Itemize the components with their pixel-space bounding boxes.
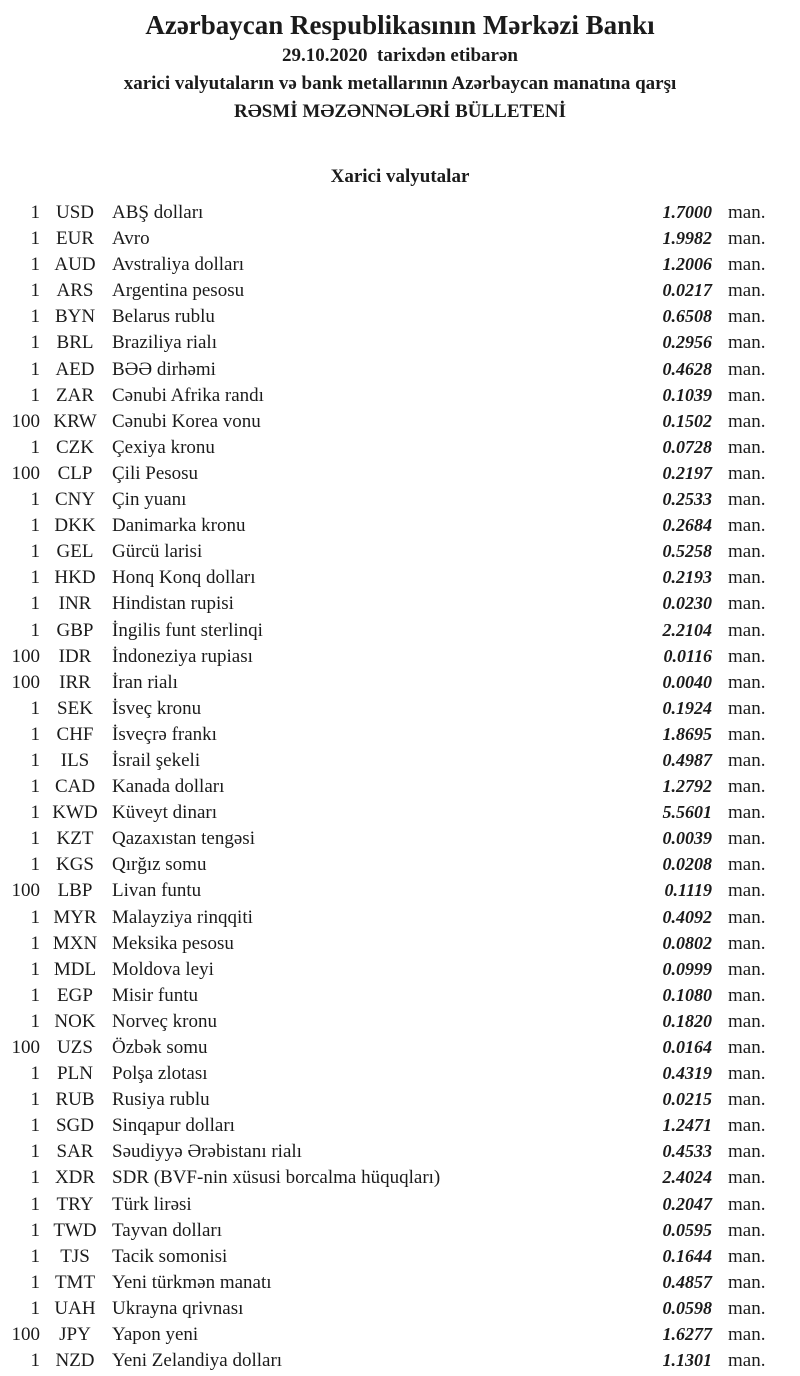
unit-label: man. bbox=[728, 1350, 766, 1372]
currency-code: KGS bbox=[55, 854, 94, 876]
quantity: 1 bbox=[30, 749, 40, 771]
currency-code: BRL bbox=[56, 332, 94, 354]
currency-name: Polşa zlotası bbox=[112, 1063, 208, 1085]
quantity: 1 bbox=[30, 828, 40, 850]
currency-name: Cənubi Korea vonu bbox=[112, 410, 261, 432]
quantity: 1 bbox=[30, 384, 40, 406]
exchange-rate: 1.2471 bbox=[662, 1115, 712, 1136]
currency-row bbox=[0, 1243, 800, 1269]
unit-label: man. bbox=[728, 776, 766, 798]
currency-name: İsrail şekeli bbox=[112, 749, 201, 771]
unit-label: man. bbox=[728, 1037, 766, 1058]
currency-code: NZD bbox=[55, 1350, 95, 1372]
quantity: 1 bbox=[30, 202, 40, 223]
quantity: 1 bbox=[30, 1115, 40, 1137]
exchange-rate: 0.0595 bbox=[662, 1219, 712, 1240]
currency-code: ZAR bbox=[56, 384, 94, 406]
unit-label: man. bbox=[728, 645, 766, 667]
currency-name: Norveç kronu bbox=[112, 1010, 217, 1032]
currency-code: SAR bbox=[56, 1141, 94, 1163]
subtitle-line: xarici valyutaların və bank metallarının Azərbaycan manatına qarşı bbox=[123, 73, 677, 94]
effective-date-line: 29.10.2020 tarixdən etibarən bbox=[282, 45, 518, 66]
currency-row bbox=[0, 199, 800, 225]
quantity: 1 bbox=[30, 1167, 40, 1189]
currency-row bbox=[0, 408, 800, 434]
currency-code: TMT bbox=[54, 1271, 96, 1293]
currency-code: IDR bbox=[58, 645, 92, 667]
currency-row bbox=[0, 904, 800, 930]
unit-label: man. bbox=[728, 749, 766, 771]
unit-label: man. bbox=[728, 593, 766, 615]
currency-name: Türk lirəsi bbox=[112, 1193, 192, 1215]
unit-label: man. bbox=[728, 723, 766, 745]
currency-name: Tayvan dolları bbox=[112, 1219, 222, 1241]
exchange-rate: 0.0217 bbox=[662, 280, 712, 301]
currency-row bbox=[0, 1191, 800, 1217]
quantity: 1 bbox=[30, 1297, 40, 1319]
currency-name: Malayziya rinqqiti bbox=[112, 906, 253, 928]
unit-label: man. bbox=[728, 958, 766, 980]
unit-label: man. bbox=[728, 1245, 766, 1267]
unit-label: man. bbox=[728, 697, 766, 719]
unit-label: man. bbox=[728, 489, 766, 511]
quantity: 1 bbox=[30, 958, 40, 980]
currency-code: GBP bbox=[56, 619, 94, 641]
unit-label: man. bbox=[728, 1010, 766, 1032]
currency-row bbox=[0, 799, 800, 825]
unit-label: man. bbox=[728, 854, 766, 876]
quantity: 1 bbox=[30, 567, 40, 589]
quantity: 1 bbox=[30, 802, 40, 824]
currency-code: CAD bbox=[54, 776, 96, 798]
currency-code: JPY bbox=[59, 1324, 91, 1346]
currency-row bbox=[0, 1086, 800, 1112]
currency-row bbox=[0, 564, 800, 590]
exchange-rate: 0.0215 bbox=[662, 1089, 712, 1110]
quantity: 1 bbox=[30, 906, 40, 928]
currency-row bbox=[0, 695, 800, 721]
unit-label: man. bbox=[728, 358, 766, 380]
currency-row bbox=[0, 643, 800, 669]
quantity: 1 bbox=[30, 1193, 40, 1215]
currency-code: AED bbox=[55, 358, 95, 380]
exchange-rate: 0.1119 bbox=[664, 880, 712, 901]
exchange-rate: 0.2956 bbox=[662, 332, 712, 353]
exchange-rate: 0.0999 bbox=[662, 958, 712, 979]
currency-code: UZS bbox=[57, 1037, 93, 1058]
currency-name: İndoneziya rupiası bbox=[112, 645, 253, 667]
exchange-rate: 0.0116 bbox=[663, 645, 712, 666]
quantity: 1 bbox=[30, 280, 40, 302]
exchange-rate: 1.2792 bbox=[662, 776, 712, 797]
currency-row bbox=[0, 956, 800, 982]
exchange-rate: 0.4319 bbox=[662, 1063, 712, 1084]
currency-name: Sinqapur dolları bbox=[112, 1115, 235, 1137]
currency-name: Yapon yeni bbox=[112, 1324, 199, 1346]
quantity: 1 bbox=[30, 854, 40, 876]
currency-name: Qazaxıstan tengəsi bbox=[112, 828, 255, 850]
exchange-rate: 0.0728 bbox=[662, 436, 712, 457]
exchange-rate: 0.1080 bbox=[662, 984, 712, 1005]
quantity: 100 bbox=[11, 1324, 40, 1346]
currency-name: Moldova leyi bbox=[112, 958, 214, 980]
currency-row bbox=[0, 1034, 800, 1060]
quantity: 1 bbox=[30, 1063, 40, 1085]
currency-name: Argentina pesosu bbox=[112, 280, 245, 302]
unit-label: man. bbox=[728, 1193, 766, 1215]
currency-row bbox=[0, 930, 800, 956]
exchange-rate: 2.2104 bbox=[662, 619, 712, 640]
unit-label: man. bbox=[728, 228, 766, 250]
unit-label: man. bbox=[728, 515, 766, 537]
quantity: 100 bbox=[11, 880, 40, 902]
currency-row bbox=[0, 512, 800, 538]
currency-row bbox=[0, 747, 800, 773]
unit-label: man. bbox=[728, 462, 766, 484]
currency-name: Özbək somu bbox=[112, 1037, 208, 1058]
exchange-rate: 0.0230 bbox=[662, 593, 712, 614]
unit-label: man. bbox=[728, 932, 766, 954]
unit-label: man. bbox=[728, 906, 766, 928]
quantity: 1 bbox=[30, 984, 40, 1006]
unit-label: man. bbox=[728, 1115, 766, 1137]
quantity: 1 bbox=[30, 1271, 40, 1293]
currency-row bbox=[0, 329, 800, 355]
currency-code: USD bbox=[55, 202, 94, 223]
currency-code: MYR bbox=[53, 906, 97, 928]
currency-name: Danimarka kronu bbox=[112, 515, 246, 537]
exchange-rate: 0.0040 bbox=[662, 671, 712, 692]
currency-code: MDL bbox=[53, 958, 97, 980]
quantity: 1 bbox=[30, 619, 40, 641]
exchange-rate: 0.4628 bbox=[662, 358, 712, 379]
exchange-rate: 0.1644 bbox=[662, 1245, 712, 1266]
currency-code: ARS bbox=[56, 280, 94, 302]
unit-label: man. bbox=[728, 1219, 766, 1241]
exchange-rate: 0.2047 bbox=[662, 1193, 712, 1214]
exchange-rate: 0.4092 bbox=[662, 906, 712, 927]
quantity: 1 bbox=[30, 1089, 40, 1111]
currency-name: İsveçrə frankı bbox=[112, 723, 217, 745]
unit-label: man. bbox=[728, 541, 766, 563]
currency-name: BƏƏ dirhəmi bbox=[112, 358, 216, 380]
exchange-rate: 0.0802 bbox=[662, 932, 712, 953]
unit-label: man. bbox=[728, 410, 766, 432]
currency-code: BYN bbox=[54, 306, 96, 328]
currency-row bbox=[0, 721, 800, 747]
currency-name: Hindistan rupisi bbox=[112, 593, 234, 615]
currency-name: Gürcü larisi bbox=[112, 541, 203, 563]
currency-code: XDR bbox=[54, 1167, 96, 1189]
quantity: 1 bbox=[30, 723, 40, 745]
currency-code: SEK bbox=[57, 697, 93, 719]
unit-label: man. bbox=[728, 828, 766, 850]
quantity: 1 bbox=[30, 1245, 40, 1267]
currency-name: Livan funtu bbox=[112, 880, 202, 902]
currency-code: TJS bbox=[60, 1245, 90, 1267]
currency-name: Yeni Zelandiya dolları bbox=[112, 1350, 283, 1372]
unit-label: man. bbox=[728, 1297, 766, 1319]
unit-label: man. bbox=[728, 1324, 766, 1346]
currency-name: Küveyt dinarı bbox=[112, 802, 218, 824]
currency-row bbox=[0, 1164, 800, 1190]
currency-name: Cənubi Afrika randı bbox=[112, 384, 264, 406]
currency-code: CNY bbox=[54, 489, 96, 511]
quantity: 1 bbox=[30, 1350, 40, 1372]
currency-row bbox=[0, 773, 800, 799]
currency-name: İngilis funt sterlinqi bbox=[112, 619, 263, 641]
currency-code: HKD bbox=[54, 567, 96, 589]
currency-row bbox=[0, 460, 800, 486]
unit-label: man. bbox=[728, 306, 766, 328]
unit-label: man. bbox=[728, 1063, 766, 1085]
exchange-rate: 0.4987 bbox=[662, 749, 712, 770]
currency-name: SDR (BVF-nin xüsusi borcalma hüquqları) bbox=[112, 1167, 441, 1189]
currency-row bbox=[0, 277, 800, 303]
exchange-rate: 0.4857 bbox=[662, 1271, 712, 1292]
currency-code: EGP bbox=[57, 984, 93, 1006]
quantity: 1 bbox=[30, 515, 40, 537]
currency-code: IRR bbox=[59, 671, 91, 693]
exchange-rate: 0.1502 bbox=[662, 410, 712, 431]
currency-row bbox=[0, 538, 800, 564]
quantity: 1 bbox=[30, 1219, 40, 1241]
currency-name: Avstraliya dolları bbox=[112, 254, 245, 276]
currency-name: Misir funtu bbox=[112, 984, 199, 1006]
exchange-rate: 0.0208 bbox=[662, 854, 712, 875]
currency-code: NOK bbox=[54, 1010, 96, 1032]
exchange-rate: 2.4024 bbox=[662, 1167, 712, 1188]
currency-name: Braziliya rialı bbox=[112, 332, 217, 354]
currency-row bbox=[0, 382, 800, 408]
unit-label: man. bbox=[728, 202, 766, 223]
exchange-rate: 1.7000 bbox=[662, 202, 712, 222]
currency-row bbox=[0, 1269, 800, 1295]
currency-row bbox=[0, 486, 800, 512]
unit-label: man. bbox=[728, 436, 766, 458]
unit-label: man. bbox=[728, 880, 766, 902]
currency-name: İran rialı bbox=[112, 671, 178, 693]
currency-name: Tacik somonisi bbox=[112, 1245, 228, 1267]
exchange-rate: 1.2006 bbox=[662, 254, 712, 275]
currency-row bbox=[0, 851, 800, 877]
currency-code: TRY bbox=[56, 1193, 94, 1215]
exchange-rate: 0.1924 bbox=[662, 697, 712, 718]
currency-row bbox=[0, 982, 800, 1008]
currency-row bbox=[0, 617, 800, 643]
exchange-rate: 0.2197 bbox=[662, 462, 712, 483]
quantity: 1 bbox=[30, 1141, 40, 1163]
quantity: 1 bbox=[30, 697, 40, 719]
currency-code: AUD bbox=[54, 254, 96, 276]
currency-code: GEL bbox=[56, 541, 94, 563]
currency-code: INR bbox=[58, 593, 92, 615]
currency-code: RUB bbox=[55, 1089, 95, 1111]
exchange-rate: 0.0164 bbox=[662, 1037, 712, 1057]
quantity: 1 bbox=[30, 306, 40, 328]
currency-row bbox=[0, 225, 800, 251]
exchange-rate: 0.6508 bbox=[662, 306, 712, 327]
currency-name: Çili Pesosu bbox=[112, 462, 199, 484]
exchange-rate: 1.8695 bbox=[662, 723, 712, 744]
currency-code: CZK bbox=[56, 436, 94, 458]
currency-row bbox=[0, 1008, 800, 1034]
currency-row bbox=[0, 1138, 800, 1164]
unit-label: man. bbox=[728, 1089, 766, 1111]
exchange-rate: 5.5601 bbox=[662, 802, 712, 823]
currency-code: LBP bbox=[57, 880, 93, 902]
currency-name: Ukrayna qrivnası bbox=[112, 1297, 244, 1319]
exchange-rate: 1.1301 bbox=[662, 1350, 712, 1371]
quantity: 1 bbox=[30, 593, 40, 615]
quantity: 1 bbox=[30, 489, 40, 511]
quantity: 1 bbox=[30, 358, 40, 380]
exchange-rate: 1.9982 bbox=[662, 228, 712, 249]
currency-row bbox=[0, 1321, 800, 1347]
quantity: 1 bbox=[30, 541, 40, 563]
currency-code: ILS bbox=[60, 749, 90, 771]
quantity: 100 bbox=[11, 410, 40, 432]
unit-label: man. bbox=[728, 671, 766, 693]
quantity: 1 bbox=[30, 776, 40, 798]
currency-name: Avro bbox=[112, 228, 150, 250]
unit-label: man. bbox=[728, 619, 766, 641]
currency-code: EUR bbox=[56, 228, 94, 250]
section-title-foreign-currencies: Xarici valyutalar bbox=[330, 166, 470, 187]
quantity: 100 bbox=[11, 645, 40, 667]
currency-row bbox=[0, 1060, 800, 1086]
unit-label: man. bbox=[728, 1167, 766, 1189]
currency-name: Kanada dolları bbox=[112, 776, 225, 798]
quantity: 100 bbox=[11, 671, 40, 693]
exchange-rate: 0.5258 bbox=[662, 541, 712, 562]
currency-code: CHF bbox=[56, 723, 94, 745]
exchange-rate: 0.1820 bbox=[662, 1010, 712, 1031]
bank-title: Azərbaycan Respublikasının Mərkəzi Bankı bbox=[145, 10, 655, 40]
currency-name: Səudiyyə Ərəbistanı rialı bbox=[112, 1141, 302, 1163]
exchange-rate: 0.0039 bbox=[662, 828, 712, 849]
unit-label: man. bbox=[728, 802, 766, 824]
quantity: 1 bbox=[30, 254, 40, 276]
currency-code: CLP bbox=[57, 462, 93, 484]
currency-row bbox=[0, 1112, 800, 1138]
unit-label: man. bbox=[728, 280, 766, 302]
currency-name: Meksika pesosu bbox=[112, 932, 234, 954]
unit-label: man. bbox=[728, 1141, 766, 1163]
currency-name: Belarus rublu bbox=[112, 306, 215, 328]
quantity: 1 bbox=[30, 228, 40, 250]
currency-row bbox=[0, 825, 800, 851]
exchange-rate: 0.4533 bbox=[662, 1141, 712, 1162]
currency-name: Rusiya rublu bbox=[112, 1089, 210, 1111]
unit-label: man. bbox=[728, 384, 766, 406]
unit-label: man. bbox=[728, 332, 766, 354]
quantity: 100 bbox=[11, 462, 40, 484]
currency-code: UAH bbox=[54, 1297, 96, 1319]
bulletin-header bbox=[0, 8, 800, 126]
quantity: 100 bbox=[11, 1037, 40, 1058]
exchange-rate: 0.2533 bbox=[662, 489, 712, 510]
unit-label: man. bbox=[728, 567, 766, 589]
exchange-rate: 0.2193 bbox=[662, 567, 712, 588]
currency-row bbox=[0, 303, 800, 329]
currency-table bbox=[0, 199, 800, 1373]
currency-row bbox=[0, 1347, 800, 1373]
currency-row bbox=[0, 251, 800, 277]
currency-name: İsveç kronu bbox=[112, 697, 202, 719]
currency-name: Çexiya kronu bbox=[112, 436, 215, 458]
unit-label: man. bbox=[728, 984, 766, 1006]
currency-row bbox=[0, 434, 800, 460]
quantity: 1 bbox=[30, 332, 40, 354]
quantity: 1 bbox=[30, 436, 40, 458]
currency-name: Yeni türkmən manatı bbox=[112, 1271, 272, 1293]
currency-code: MXN bbox=[52, 932, 98, 954]
exchange-rate: 0.1039 bbox=[662, 384, 712, 405]
unit-label: man. bbox=[728, 254, 766, 276]
currency-row bbox=[0, 356, 800, 382]
exchange-rate: 0.2684 bbox=[662, 515, 712, 536]
currency-name: Qırğız somu bbox=[112, 854, 207, 876]
exchange-rate: 1.6277 bbox=[662, 1324, 712, 1345]
currency-code: KZT bbox=[56, 828, 94, 850]
currency-row bbox=[0, 590, 800, 616]
unit-label: man. bbox=[728, 1271, 766, 1293]
currency-name: Çin yuanı bbox=[112, 489, 187, 511]
currency-code: KRW bbox=[53, 410, 97, 432]
currency-code: SGD bbox=[55, 1115, 94, 1137]
currency-code: DKK bbox=[54, 515, 96, 537]
currency-row bbox=[0, 1295, 800, 1321]
currency-name: ABŞ dolları bbox=[112, 202, 204, 223]
bulletin-name: RƏSMİ MƏZƏNNƏLƏRİ BÜLLETENİ bbox=[233, 101, 566, 122]
currency-row bbox=[0, 669, 800, 695]
currency-code: PLN bbox=[57, 1063, 93, 1085]
currency-code: KWD bbox=[52, 802, 98, 824]
quantity: 1 bbox=[30, 932, 40, 954]
currency-row bbox=[0, 877, 800, 903]
currency-code: TWD bbox=[53, 1219, 97, 1241]
exchange-rate: 0.0598 bbox=[662, 1297, 712, 1318]
quantity: 1 bbox=[30, 1010, 40, 1032]
currency-row bbox=[0, 1217, 800, 1243]
currency-name: Honq Konq dolları bbox=[112, 567, 256, 589]
